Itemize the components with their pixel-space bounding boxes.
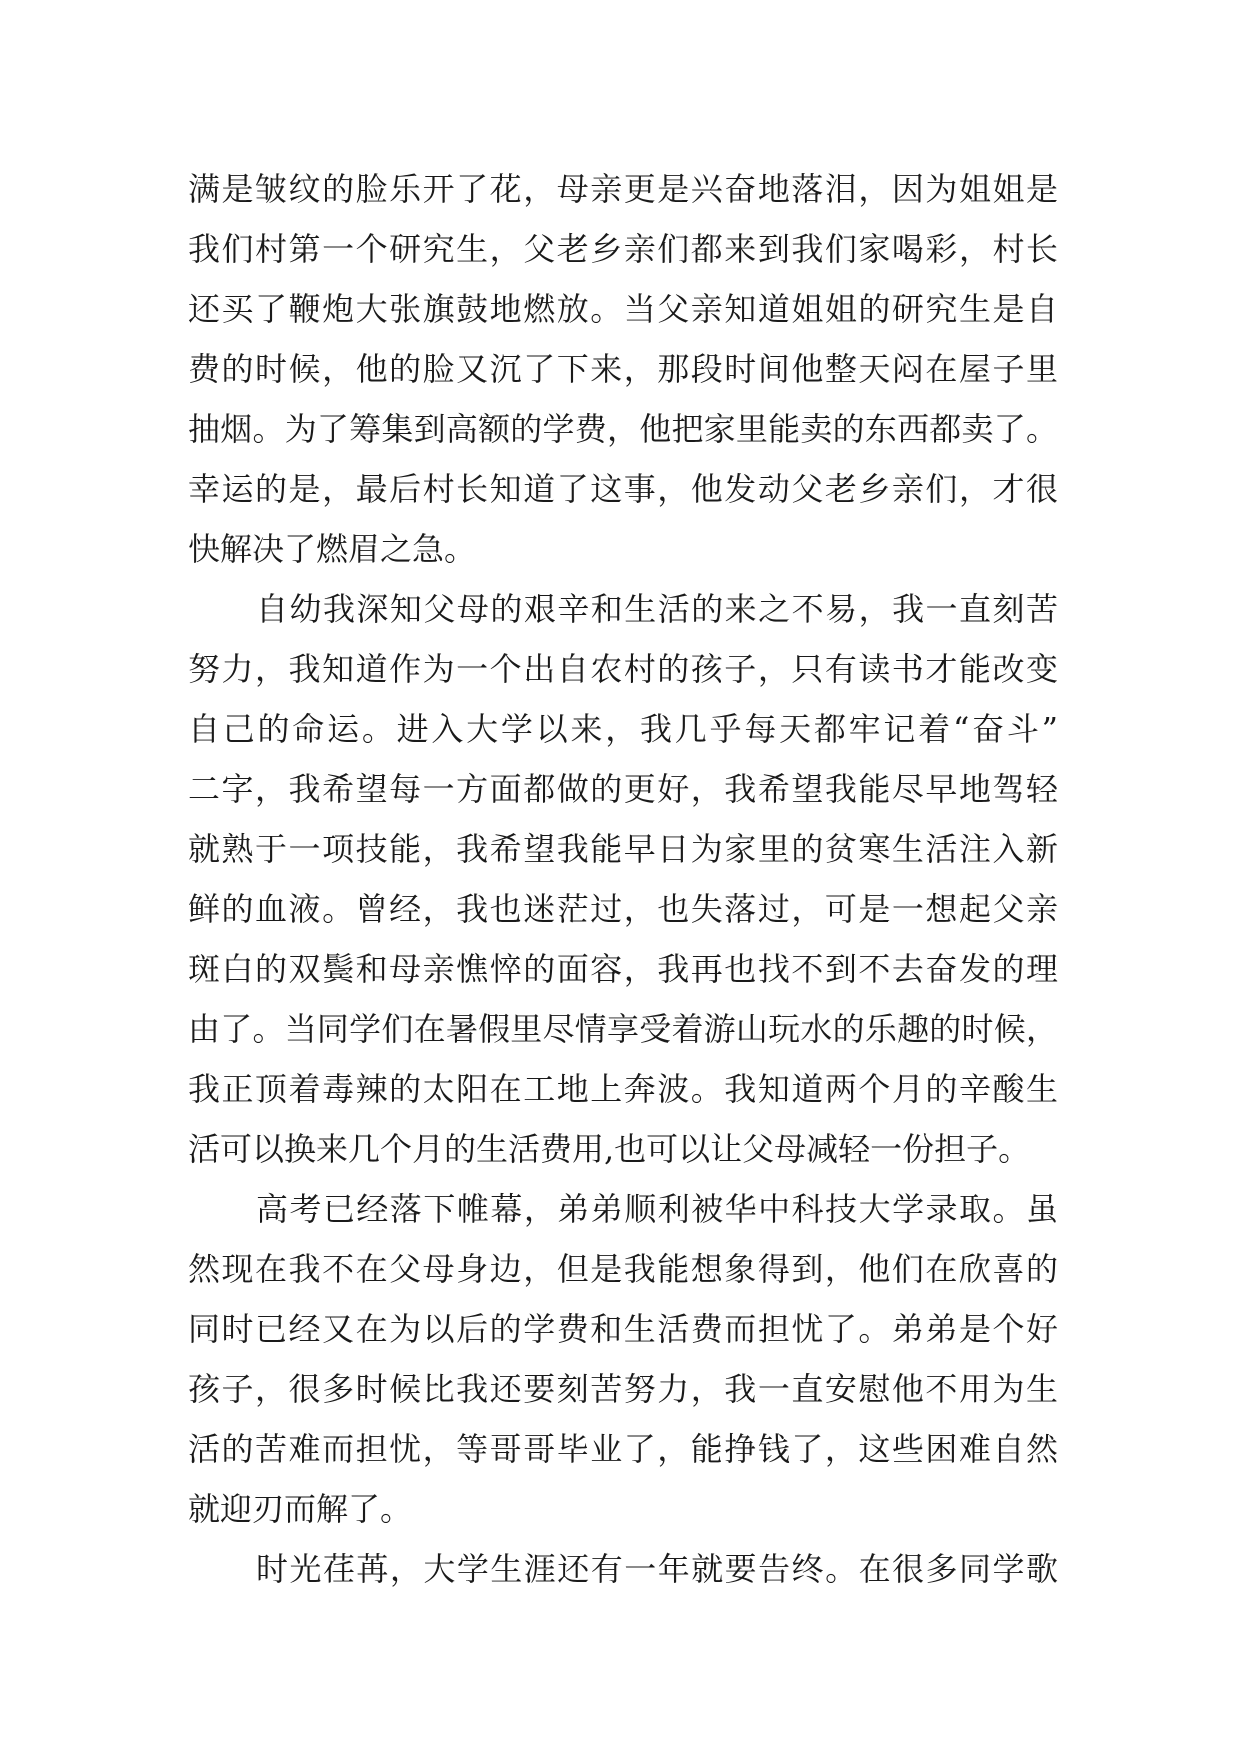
text-line: 快解决了燃眉之急。 — [188, 530, 477, 568]
text-line: 活的苦难而担忧，等哥哥毕业了，能挣钱了，这些困难自然 — [188, 1430, 1058, 1468]
text-line: 由了。当同学们在暑假里尽情享受着游山玩水的乐趣的时候， — [188, 1010, 1058, 1048]
text-line: 努力，我知道作为一个出自农村的孩子，只有读书才能改变 — [188, 650, 1058, 688]
text-line: 满是皱纹的脸乐开了花，母亲更是兴奋地落泪，因为姐姐是 — [188, 170, 1058, 208]
text-line: 活可以换来几个月的生活费用,也可以让父母减轻一份担子。 — [188, 1130, 1031, 1168]
paragraph-first-line: 时光荏苒，大学生涯还有一年就要告终。在很多同学歌 — [256, 1550, 1058, 1588]
paragraph-first-line: 高考已经落下帷幕，弟弟顺利被华中科技大学录取。虽 — [256, 1190, 1058, 1228]
text-line: 我正顶着毒辣的太阳在工地上奔波。我知道两个月的辛酸生 — [188, 1070, 1058, 1108]
body-text — [188, 159, 1058, 1599]
text-line: 斑白的双鬓和母亲憔悴的面容，我再也找不到不去奋发的理 — [188, 950, 1058, 988]
text-line: 还买了鞭炮大张旗鼓地燃放。当父亲知道姐姐的研究生是自 — [188, 290, 1058, 328]
text-line: 同时已经又在为以后的学费和生活费而担忧了。弟弟是个好 — [188, 1310, 1058, 1348]
text-line: 就迎刃而解了。 — [188, 1490, 413, 1528]
text-line: 就熟于一项技能，我希望我能早日为家里的贫寒生活注入新 — [188, 830, 1058, 868]
text-line: 鲜的血液。曾经，我也迷茫过，也失落过，可是一想起父亲 — [188, 890, 1058, 928]
text-line: 费的时候，他的脸又沉了下来，那段时间他整天闷在屋子里 — [188, 350, 1058, 388]
paragraph-first-line: 自幼我深知父母的艰辛和生活的来之不易，我一直刻苦 — [256, 590, 1058, 628]
text-line: 孩子，很多时候比我还要刻苦努力，我一直安慰他不用为生 — [188, 1370, 1058, 1408]
text-line: 然现在我不在父母身边，但是我能想象得到，他们在欣喜的 — [188, 1250, 1058, 1288]
text-line: 自己的命运。进入大学以来，我几乎每天都牢记着“奋斗” — [188, 710, 1058, 748]
text-line: 二字，我希望每一方面都做的更好，我希望我能尽早地驾轻 — [188, 770, 1058, 808]
text-line: 幸运的是，最后村长知道了这事，他发动父老乡亲们，才很 — [188, 470, 1058, 508]
text-line: 我们村第一个研究生，父老乡亲们都来到我们家喝彩，村长 — [188, 230, 1058, 268]
text-line: 抽烟。为了筹集到高额的学费，他把家里能卖的东西都卖了。 — [188, 410, 1058, 448]
